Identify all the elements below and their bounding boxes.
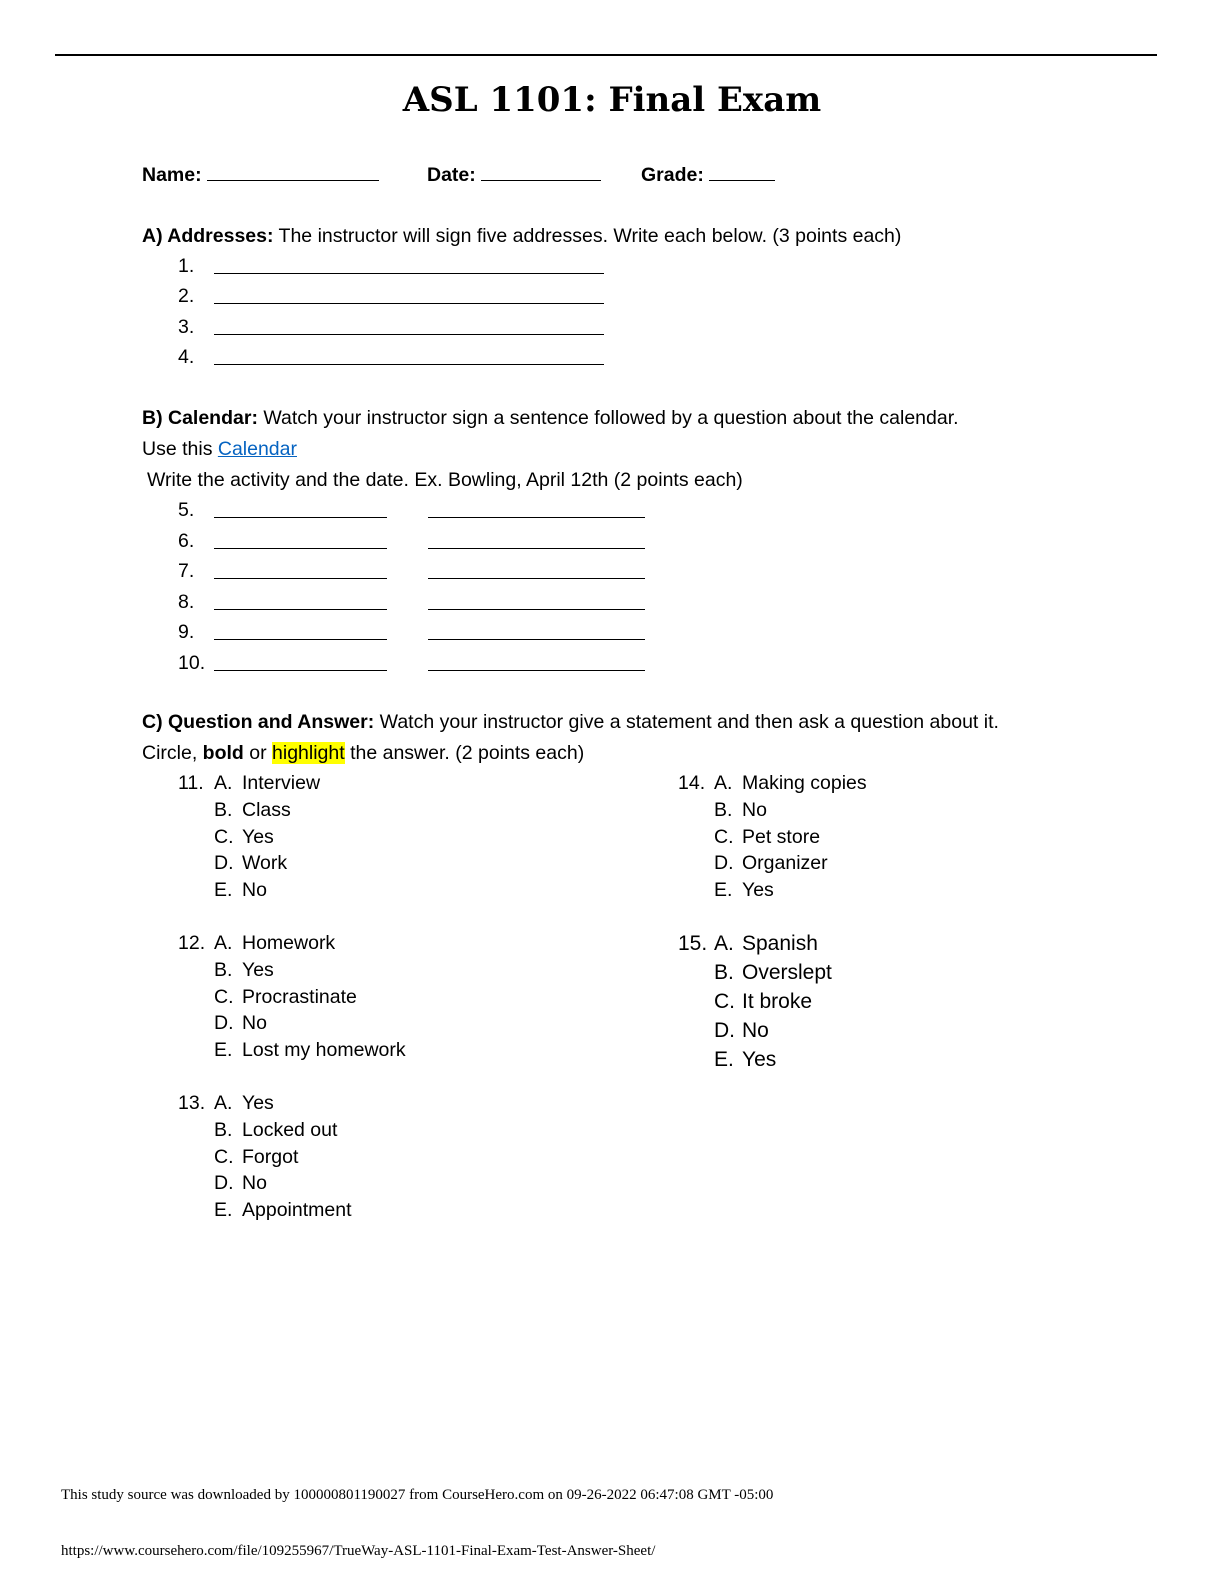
option-text[interactable]: Spanish [742,932,818,955]
section-c-label: C) Question and Answer: [142,711,375,733]
option-letter[interactable]: A. [214,1092,233,1114]
date-answer-line[interactable] [428,578,645,579]
option-letter[interactable]: D. [214,1012,234,1035]
or-text: or [243,742,273,764]
option-text[interactable]: No [742,798,767,821]
question-number: 11. [178,772,204,794]
option-letter[interactable]: D. [714,1019,735,1042]
option-text[interactable]: No [242,879,267,902]
address-item-number: 3. [178,315,195,338]
option-text[interactable]: Procrastinate [242,985,357,1008]
calendar-item-number: 9. [178,621,195,643]
name-blank[interactable] [207,162,379,181]
option-letter[interactable]: B. [214,798,233,821]
option-letter[interactable]: B. [214,958,233,981]
page-title: ASL 1101: Final Exam [402,80,822,120]
section-c-text: Watch your instructor give a statement and then ask a question about it. [374,711,999,733]
activity-answer-line[interactable] [214,609,387,610]
option-letter[interactable]: D. [714,852,734,875]
activity-answer-line[interactable] [214,639,387,640]
option-letter[interactable]: A. [214,932,233,954]
highlight-word: highlight [272,742,345,764]
date-answer-line[interactable] [428,548,645,549]
option-text[interactable]: Yes [242,825,274,848]
date-answer-line[interactable] [428,639,645,640]
option-text[interactable]: Making copies [742,772,867,794]
activity-answer-line[interactable] [214,517,387,518]
option-letter[interactable]: A. [714,932,734,955]
source-url[interactable]: https://www.coursehero.com/file/109255967/TrueWay-ASL-1101-Final-Exam-Test-Answer-Sheet/ [61,1543,656,1559]
question-number: 12. [178,932,206,954]
address-item-number: 2. [178,285,195,308]
option-text[interactable]: Yes [742,879,774,902]
option-letter[interactable]: E. [714,879,733,902]
option-letter[interactable]: E. [214,1039,233,1062]
date-answer-line[interactable] [428,517,645,518]
option-text[interactable]: Work [242,852,288,875]
section-b-text: Watch your instructor sign a sentence followed by a question about the calendar. [257,407,959,429]
option-letter[interactable]: B. [214,1118,233,1141]
address-answer-line[interactable] [214,334,604,335]
use-this-text: Use this [142,438,218,460]
question-number: 13. [178,1092,206,1114]
question-number: 15. [678,932,708,955]
option-text[interactable]: Forgot [242,1145,299,1168]
option-text[interactable]: No [242,1012,267,1035]
activity-answer-line[interactable] [214,548,387,549]
option-letter[interactable]: E. [214,879,233,902]
top-rule [55,54,1157,56]
option-text[interactable]: Yes [742,1048,777,1071]
calendar-item-number: 8. [178,590,195,613]
option-letter[interactable]: B. [714,798,733,821]
address-answer-line[interactable] [214,273,604,274]
section-b-heading [142,406,959,430]
section-a-label: A) Addresses: [142,225,274,247]
option-text[interactable]: Class [242,798,291,821]
option-text[interactable]: No [742,1019,769,1042]
calendar-item-number: 10. [178,651,206,674]
rest-text: the answer. (2 points each) [344,742,585,764]
download-note: This study source was downloaded by 100000801190027 from CourseHero.com on 09-26-2022 06:47:08 GMT -05:00 [61,1487,774,1503]
section-a-heading [142,224,901,248]
date-blank[interactable] [481,162,601,181]
address-answer-line[interactable] [214,303,604,304]
grade-field[interactable] [641,162,775,187]
date-field[interactable] [427,162,601,187]
option-letter[interactable]: C. [214,985,234,1008]
option-text[interactable]: Yes [242,958,274,981]
option-letter[interactable]: A. [714,772,733,794]
option-letter[interactable]: C. [714,990,735,1013]
option-letter[interactable]: C. [214,1145,234,1168]
calendar-link[interactable]: Calendar [217,438,297,460]
option-text[interactable]: Homework [242,932,336,954]
option-text[interactable]: No [242,1172,267,1195]
name-label: Name: [142,164,202,186]
section-a-text: The instructor will sign five addresses. Write each below. (3 points each) [273,225,902,247]
address-answer-line[interactable] [214,364,604,365]
grade-blank[interactable] [709,162,775,181]
calendar-item-number: 5. [178,499,195,521]
option-letter[interactable]: C. [714,825,734,848]
option-text[interactable]: Appointment [242,1199,352,1222]
date-answer-line[interactable] [428,609,645,610]
option-text[interactable]: It broke [742,990,813,1013]
question-number: 14. [678,772,706,794]
section-b-instructions: Write the activity and the date. Ex. Bowling, April 12th (2 points each) [147,469,743,491]
section-b-label: B) Calendar: [142,407,258,429]
option-text[interactable]: Yes [242,1092,274,1114]
option-letter[interactable]: A. [214,772,233,794]
section-c-instructions [142,741,584,765]
option-text[interactable]: Locked out [242,1118,338,1141]
option-letter[interactable]: B. [714,961,734,984]
option-letter[interactable]: D. [214,852,234,875]
option-text[interactable]: Interview [242,772,321,794]
option-text[interactable]: Lost my homework [242,1039,406,1062]
date-label: Date: [427,164,476,186]
calendar-line [142,437,297,461]
section-c-heading [142,710,999,734]
grade-label: Grade: [641,164,704,186]
option-text[interactable]: Organizer [742,852,828,875]
option-text[interactable]: Overslept [742,961,832,984]
activity-answer-line[interactable] [214,670,387,671]
bold-word: bold [202,742,244,764]
option-letter[interactable]: C. [214,825,234,848]
option-text[interactable]: Pet store [742,825,821,848]
calendar-item-number: 6. [178,529,195,552]
name-field[interactable] [142,162,379,187]
option-letter[interactable]: D. [214,1172,234,1195]
option-letter[interactable]: E. [714,1048,734,1071]
date-answer-line[interactable] [428,670,645,671]
address-item-number: 1. [178,255,195,277]
activity-answer-line[interactable] [214,578,387,579]
circle-text: Circle, [142,742,203,764]
option-letter[interactable]: E. [214,1199,233,1222]
calendar-item-number: 7. [178,560,195,582]
address-item-number: 4. [178,345,195,368]
